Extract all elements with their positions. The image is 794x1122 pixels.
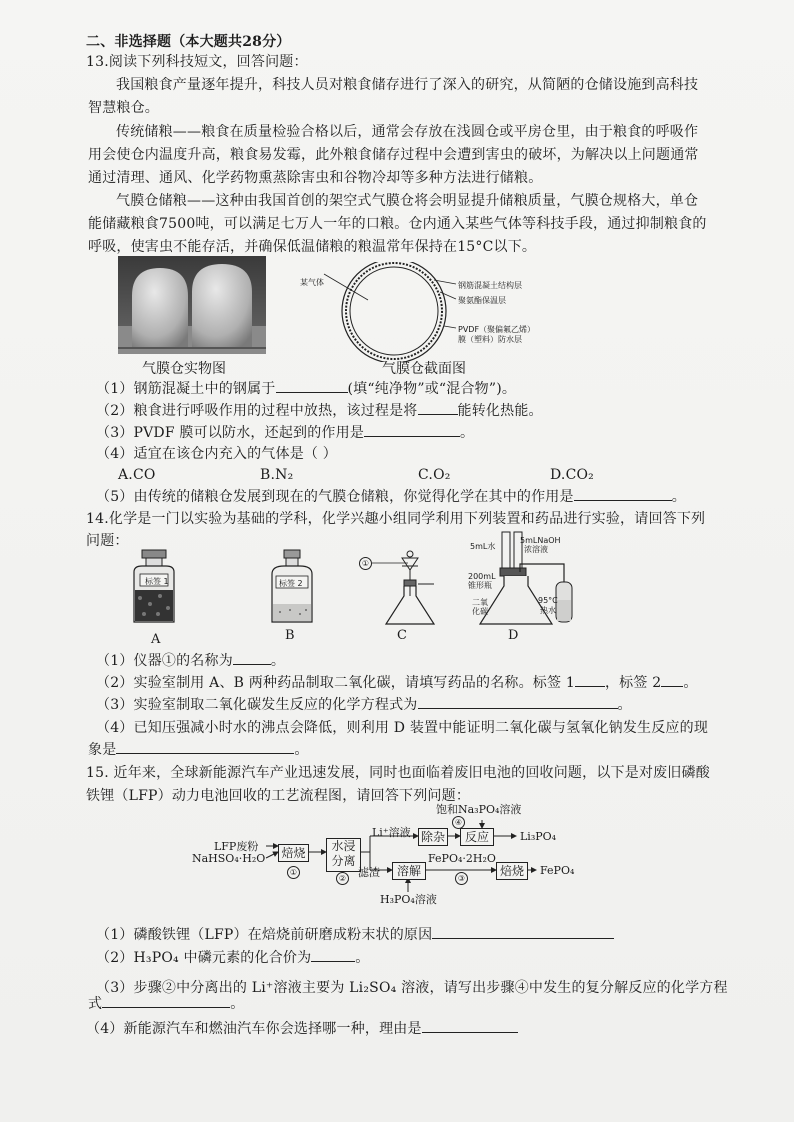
q15-sub4: （4）新能源汽车和燃油汽车你会选择哪一种，理由是 xyxy=(86,1020,518,1038)
q15-sub3-line2: 式 。 xyxy=(88,996,245,1012)
flow-step-2: ② xyxy=(336,872,349,885)
q13-sub1: （1）钢筋混凝土中的钢属于 (填“纯净物”或“混合物”)。 xyxy=(96,381,517,397)
q13-p3-line1: 气膜仓储粮——这种由我国首创的架空式气膜仓将会明显提升储粮质量，气膜仓规格大，单仓 xyxy=(116,193,699,209)
flow-residue: 滤渣 xyxy=(358,866,380,879)
instrument-1-marker: ① xyxy=(359,557,372,570)
inner-ring xyxy=(350,267,438,355)
q13-sub2: （2）粮食进行呼吸作用的过程中放热，该过程是将 能转化热能。 xyxy=(96,403,543,419)
d-label-hot: 热水 xyxy=(540,606,556,615)
q14-answer-2-label1[interactable] xyxy=(575,674,605,687)
flow-input-nahso4: NaHSO₄·H₂O xyxy=(192,852,266,865)
flow-output-li3po4: Li₃PO₄ xyxy=(520,830,557,843)
d-label-flask-2: 锥形瓶 xyxy=(468,581,492,590)
q14-intro-line2: 问题： xyxy=(86,533,129,549)
q14-intro-line1: 14.化学是一门以实验为基础的学科，化学兴趣小组同学利用下列装置和药品进行实验，请回答下列 xyxy=(86,511,706,527)
q14-answer-2-label2[interactable] xyxy=(661,674,683,687)
q15-sub3-line1: （3）步骤②中分离出的 Li⁺溶液主要为 Li₂SO₄ 溶液，请写出步骤④中发生的复分解反应的化学方程 xyxy=(96,980,728,996)
q15-sub1: （1）磷酸铁锂（LFP）在焙烧前研磨成粉末状的原因 xyxy=(96,926,614,944)
flow-box-dissolve: 溶解 xyxy=(392,862,426,880)
q14-answer-3[interactable] xyxy=(418,696,618,709)
flow-li-solution: Li⁺溶液 xyxy=(372,826,411,839)
label-concrete: 钢筋混凝土结构层 xyxy=(458,281,522,290)
label-pvdf-2: 膜（塑料）防水层 xyxy=(458,335,522,344)
q13-answer-5[interactable] xyxy=(574,488,672,501)
apparatus-c-letter: C xyxy=(397,628,407,643)
flow-top-reagent: 饱和Na₃PO₄溶液 xyxy=(436,803,522,816)
apparatus-a-letter: A xyxy=(151,632,161,647)
photo-caption: 气膜仓实物图 xyxy=(142,361,226,377)
flow-box-react: 反应 xyxy=(460,828,494,846)
label-pvdf-1: PVDF（聚偏氟乙烯） xyxy=(458,325,536,334)
flow-step-3: ③ xyxy=(455,872,468,885)
air-membrane-silo-photo xyxy=(118,256,266,354)
q13-answer-1[interactable] xyxy=(276,380,348,393)
flow-box-roast-1: 焙烧 xyxy=(278,844,309,862)
flow-h3po4: H₃PO₄溶液 xyxy=(380,893,437,906)
d-label-naoh-1: 5mLNaOH xyxy=(520,536,561,545)
q13-sub4: （4）适宜在该仓内充入的气体是（ ） xyxy=(96,446,337,462)
label-1-text: 标签 1 xyxy=(145,577,169,586)
q13-p3-line3: 呼吸，使害虫不能存活，并确保低温储粮的粮温常年保持在15°C以下。 xyxy=(88,239,537,255)
q13-p2-line2: 用会使仓内温度升高，粮食易发霉，此外粮食储存过程中会遭到害虫的破坏，为解决以上问题通常 xyxy=(88,147,699,163)
q13-p2-line3: 通过清理、通风、化学药物熏蒸除害虫和谷物冷却等多种方法进行储粮。 xyxy=(88,170,543,186)
d-label-naoh-2: 浓溶液 xyxy=(524,545,548,554)
flow-fepo4-hydrate: FePO₄·2H₂O xyxy=(428,852,496,865)
q15-answer-2[interactable] xyxy=(311,949,355,962)
q13-answer-2[interactable] xyxy=(418,402,458,415)
q13-sub3: （3）PVDF 膜可以防水，还起到的作用是 。 xyxy=(96,425,475,441)
q15-answer-4[interactable] xyxy=(422,1020,518,1033)
flow-box-remove-impurity: 除杂 xyxy=(418,828,448,846)
label-gas: 某气体 xyxy=(300,278,324,287)
flow-box-roast-2: 焙烧 xyxy=(496,862,528,880)
section-heading: 二、非选择题（本大题共28分） xyxy=(86,34,291,50)
q13-intro: 13.阅读下列科技短文，回答问题： xyxy=(86,54,308,70)
q13-p2-line1: 传统储粮——粮食在质量检验合格以后，通常会存放在浅圆仓或平房仓里，由于粮食的呼吸作 xyxy=(116,124,699,140)
d-label-flask-1: 200mL xyxy=(468,572,496,581)
q14-sub1: （1）仪器①的名称为 。 xyxy=(96,653,286,669)
apparatus-d-letter: D xyxy=(508,628,519,643)
q14-sub3: （3）实验室制取二氧化碳发生反应的化学方程式为 。 xyxy=(96,697,632,713)
q13-p1-line2: 智慧粮仓。 xyxy=(88,100,159,116)
outer-ring xyxy=(342,262,446,362)
option-a[interactable]: A.CO xyxy=(118,467,156,483)
d-label-co2-2: 化碳 xyxy=(472,607,488,616)
q13-p1-line1: 我国粮食产量逐年提升，科技人员对粮食储存进行了深入的研究，从简陋的仓储设施到高科技 xyxy=(116,77,699,93)
q15-intro-line1: 15. 近年来，全球新能源汽车产业迅速发展，同时也面临着废旧电池的回收问题，以下是对废旧磷酸 xyxy=(86,765,710,781)
q14-answer-4[interactable] xyxy=(116,741,294,754)
label-foam: 聚氨酯保温层 xyxy=(458,296,506,305)
q13-sub5: （5）由传统的储粮仓发展到现在的气膜仓储粮，你觉得化学在其中的作用是 。 xyxy=(96,489,686,505)
q14-sub4-line2: 象是 。 xyxy=(88,742,309,758)
section-caption: 气膜仓截面图 xyxy=(382,361,466,377)
label-2-text: 标签 2 xyxy=(279,579,303,588)
concrete-ring xyxy=(346,263,442,359)
flow-step-4: ④ xyxy=(452,816,465,829)
q14-sub2: （2）实验室制用 A、B 两种药品制取二氧化碳，请填写药品的名称。标签 1 ，标签 2 。 xyxy=(96,675,698,691)
apparatus-a-jar xyxy=(128,548,188,628)
q15-answer-1[interactable] xyxy=(432,926,614,939)
flow-step-1: ① xyxy=(287,866,300,879)
apparatus-b-bottle xyxy=(266,548,326,628)
flow-box-water-leach: 水浸 分离 xyxy=(326,838,361,872)
q14-sub4-line1: （4）已知压强减小时水的沸点会降低，则利用 D 装置中能证明二氧化碳与氢氧化钠发生反应的现 xyxy=(96,720,709,736)
q15-sub2: （2）H₃PO₄ 中磷元素的化合价为 。 xyxy=(96,950,370,966)
q15-answer-3[interactable] xyxy=(102,995,230,1008)
option-b[interactable]: B.N₂ xyxy=(260,467,294,483)
d-label-co2-1: 二氧 xyxy=(472,598,488,607)
d-label-water: 5mL水 xyxy=(470,542,496,551)
option-c[interactable]: C.O₂ xyxy=(418,467,451,483)
option-d[interactable]: D.CO₂ xyxy=(550,467,594,483)
flow-output-fepo4: FePO₄ xyxy=(540,864,575,877)
d-label-temp: 95°C xyxy=(538,596,558,605)
q14-answer-1[interactable] xyxy=(233,652,271,665)
q13-p3-line2: 能储藏粮食7500吨，可以满足七万人一年的口粮。仓内通入某些气体等科技手段，通过抑制粮食的 xyxy=(88,216,707,232)
apparatus-b-letter: B xyxy=(285,628,295,643)
air-membrane-cross-section xyxy=(296,262,616,362)
q13-answer-3[interactable] xyxy=(364,424,460,437)
flow-input-lfp: LFP废粉 xyxy=(214,840,259,853)
marker-leader xyxy=(370,558,410,568)
q15-intro-line2: 铁锂（LFP）动力电池回收的工艺流程图，请回答下列问题： xyxy=(86,788,471,804)
